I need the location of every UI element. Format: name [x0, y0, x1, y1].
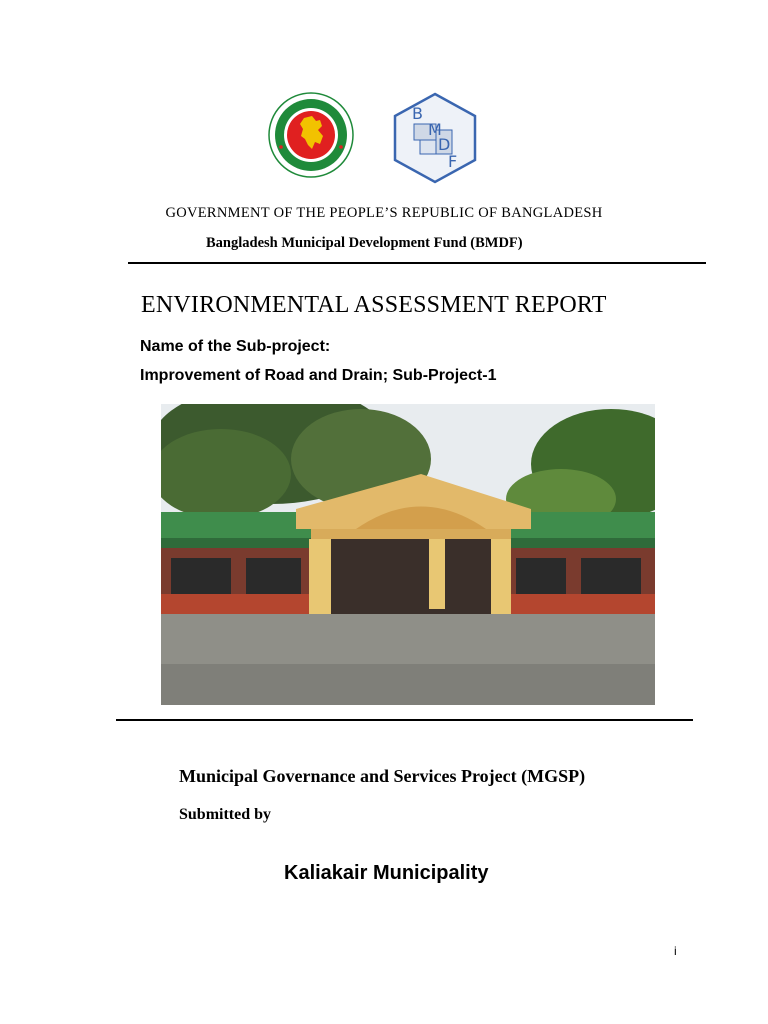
subproject-name: Improvement of Road and Drain; Sub-Project-1 [140, 367, 497, 384]
divider-bottom [116, 719, 693, 721]
submitted-by-label: Submitted by [179, 806, 272, 823]
fund-title: Bangladesh Municipal Development Fund (BMDF) [206, 235, 523, 251]
svg-text:M: M [428, 120, 442, 139]
svg-text:B: B [412, 104, 423, 123]
svg-text:F: F [448, 152, 458, 171]
government-title: GOVERNMENT OF THE PEOPLE’S REPUBLIC OF BANGLADESH [165, 205, 603, 221]
report-title: ENVIRONMENTAL ASSESSMENT REPORT [141, 292, 607, 318]
municipality-building-photo [161, 404, 655, 705]
bmdf-logo-icon [392, 92, 478, 184]
project-title: Municipal Governance and Services Project (MGSP) [179, 766, 586, 786]
page-number: i [674, 944, 677, 958]
divider-top [128, 262, 706, 264]
government-seal-icon [268, 92, 354, 178]
subproject-label: Name of the Sub-project: [140, 338, 331, 355]
municipality-name: Kaliakair Municipality [284, 862, 489, 884]
svg-text:D: D [438, 135, 451, 154]
